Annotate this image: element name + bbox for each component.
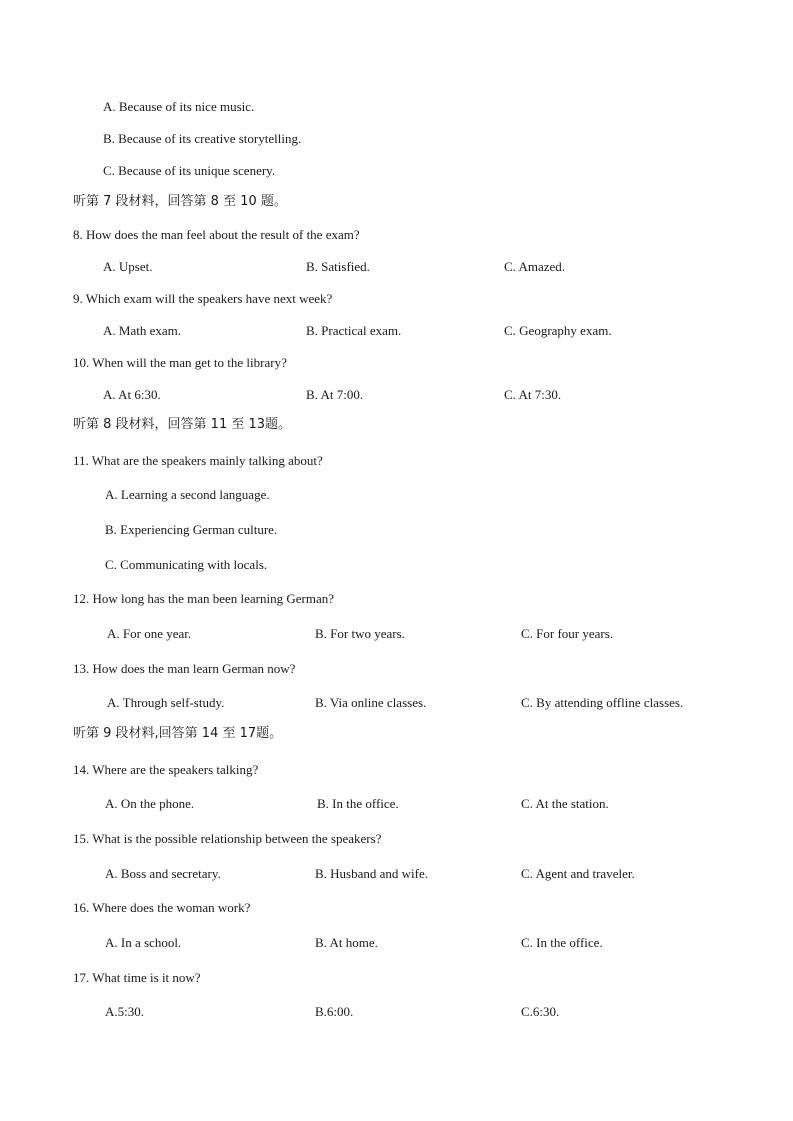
q9-stem: 9. Which exam will the speakers have next week?: [73, 291, 333, 306]
q8-option-c: C. Amazed.: [504, 259, 566, 274]
q13-option-b: B. Via online classes.: [315, 695, 427, 710]
q11-option-a: A. Learning a second language.: [105, 487, 270, 502]
q14-option-b: B. In the office.: [317, 796, 399, 811]
q9-option-b: B. Practical exam.: [306, 323, 402, 338]
q13-option-c: C. By attending offline classes.: [521, 695, 684, 710]
section-8-heading: 听第 8 段材料，回答第 11 至 13题。: [73, 417, 292, 432]
q12-option-a: A. For one year.: [107, 626, 192, 641]
q10-option-c: C. At 7:30.: [504, 387, 562, 402]
q7-option-a: A. Because of its nice music.: [103, 99, 255, 114]
q10-option-b: B. At 7:00.: [306, 387, 364, 402]
q10-stem: 10. When will the man get to the library?: [73, 355, 287, 370]
q11-stem: 11. What are the speakers mainly talking about?: [73, 453, 323, 468]
q14-option-a: A. On the phone.: [105, 796, 195, 811]
q7-option-c: C. Because of its unique scenery.: [103, 163, 276, 178]
q16-option-a: A. In a school.: [105, 935, 182, 950]
q9-option-c: C. Geography exam.: [504, 323, 612, 338]
q15-option-a: A. Boss and secretary.: [105, 866, 221, 881]
q13-option-a: A. Through self-study.: [107, 695, 225, 710]
q14-option-c: C. At the station.: [521, 796, 609, 811]
q16-stem: 16. Where does the woman work?: [73, 900, 251, 915]
q11-option-b: B. Experiencing German culture.: [105, 522, 278, 537]
q15-option-b: B. Husband and wife.: [315, 866, 429, 881]
q10-option-a: A. At 6:30.: [103, 387, 161, 402]
section-7-heading: 听第 7 段材料，回答第 8 至 10 题。: [73, 194, 287, 209]
q17-stem: 17. What time is it now?: [73, 970, 201, 985]
q17-option-b: B.6:00.: [315, 1004, 354, 1019]
q8-option-a: A. Upset.: [103, 259, 153, 274]
section-9-heading: 听第 9 段材料,回答第 14 至 17题。: [73, 726, 283, 741]
q16-option-b: B. At home.: [315, 935, 378, 950]
q7-option-b: B. Because of its creative storytelling.: [103, 131, 302, 146]
q15-option-c: C. Agent and traveler.: [521, 866, 635, 881]
q12-option-c: C. For four years.: [521, 626, 614, 641]
q15-stem: 15. What is the possible relationship between the speakers?: [73, 831, 382, 846]
q17-option-c: C.6:30.: [521, 1004, 560, 1019]
q12-stem: 12. How long has the man been learning German?: [73, 591, 335, 606]
q16-option-c: C. In the office.: [521, 935, 603, 950]
q14-stem: 14. Where are the speakers talking?: [73, 762, 259, 777]
q9-option-a: A. Math exam.: [103, 323, 181, 338]
q12-option-b: B. For two years.: [315, 626, 405, 641]
q8-stem: 8. How does the man feel about the result of the exam?: [73, 227, 360, 242]
q11-option-c: C. Communicating with locals.: [105, 557, 268, 572]
q13-stem: 13. How does the man learn German now?: [73, 661, 296, 676]
q17-option-a: A.5:30.: [105, 1004, 144, 1019]
q8-option-b: B. Satisfied.: [306, 259, 370, 274]
